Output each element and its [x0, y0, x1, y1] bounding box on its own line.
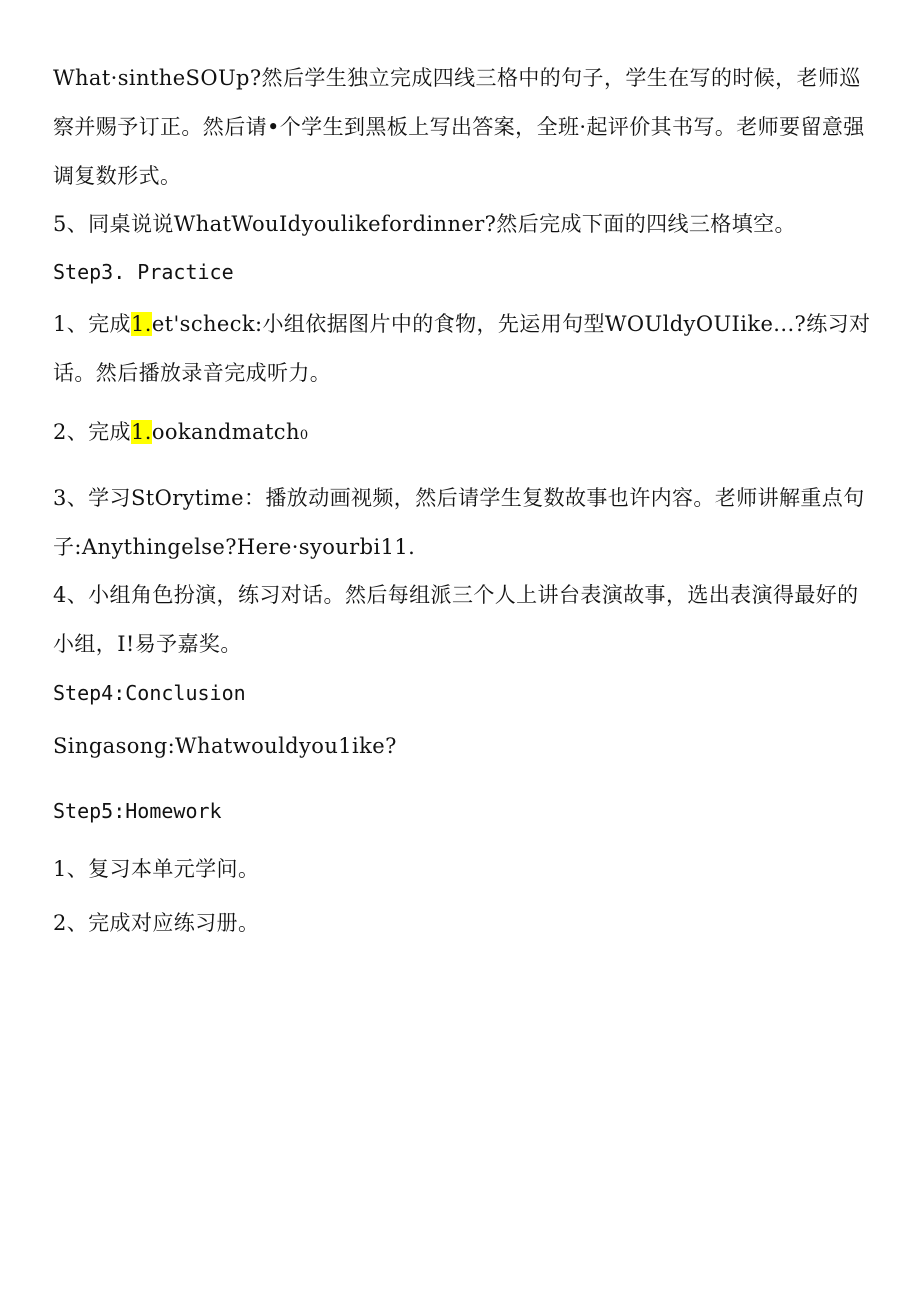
heading-step5: Step5:Homework	[53, 799, 222, 823]
highlight-mark: 1.	[130, 420, 152, 444]
paragraph-item-5: 5、同桌说说WhatWouIdyoulikefordinner?然后完成下面的四线三格填空。	[53, 212, 796, 236]
paragraph-intro: What·sintheSOUp?然后学生独立完成四线三格中的句子，学生在写的时候，老师巡察并赐予订正。然后请•个学生到黑板上写出答案，全班·起评价其书写。老师要留意强调复数形式。	[53, 66, 865, 188]
step3-item-1-text: et'scheck:小组依据图片中的食物，先运用句型WOUldyOUIike...?练习对话。然后播放录音完成听力。	[53, 312, 871, 385]
step3-item-2	[53, 416, 309, 446]
step3-item-1	[53, 300, 873, 398]
highlight-mark: 1.	[130, 312, 152, 336]
heading-step3: Step3. Practice	[53, 260, 234, 284]
step3-item-2-text: ookandmatch	[151, 420, 300, 444]
heading-step4: Step4:Conclusion	[53, 681, 246, 705]
step3-item-3: 3、学习StOrytime：播放动画视频，然后请学生复数故事也许内容。老师讲解重点句子:Anythingelse?Here·syourbi11.	[53, 486, 865, 559]
step4-song: Singasong:Whatwouldyou1ike?	[53, 734, 397, 758]
step3-item-2-prefix: 2、完成	[53, 420, 131, 444]
step3-item-4: 4、小组角色扮演，练习对话。然后每组派三个人上讲台表演故事，选出表演得最好的小组，I!易予嘉奖。	[53, 583, 859, 656]
step3-item-2-subscript: 0	[299, 428, 309, 443]
step3-item-1-prefix: 1、完成	[53, 312, 131, 336]
homework-item-2: 2、完成对应练习册。	[53, 911, 260, 935]
homework-item-1: 1、复习本单元学问。	[53, 857, 260, 881]
